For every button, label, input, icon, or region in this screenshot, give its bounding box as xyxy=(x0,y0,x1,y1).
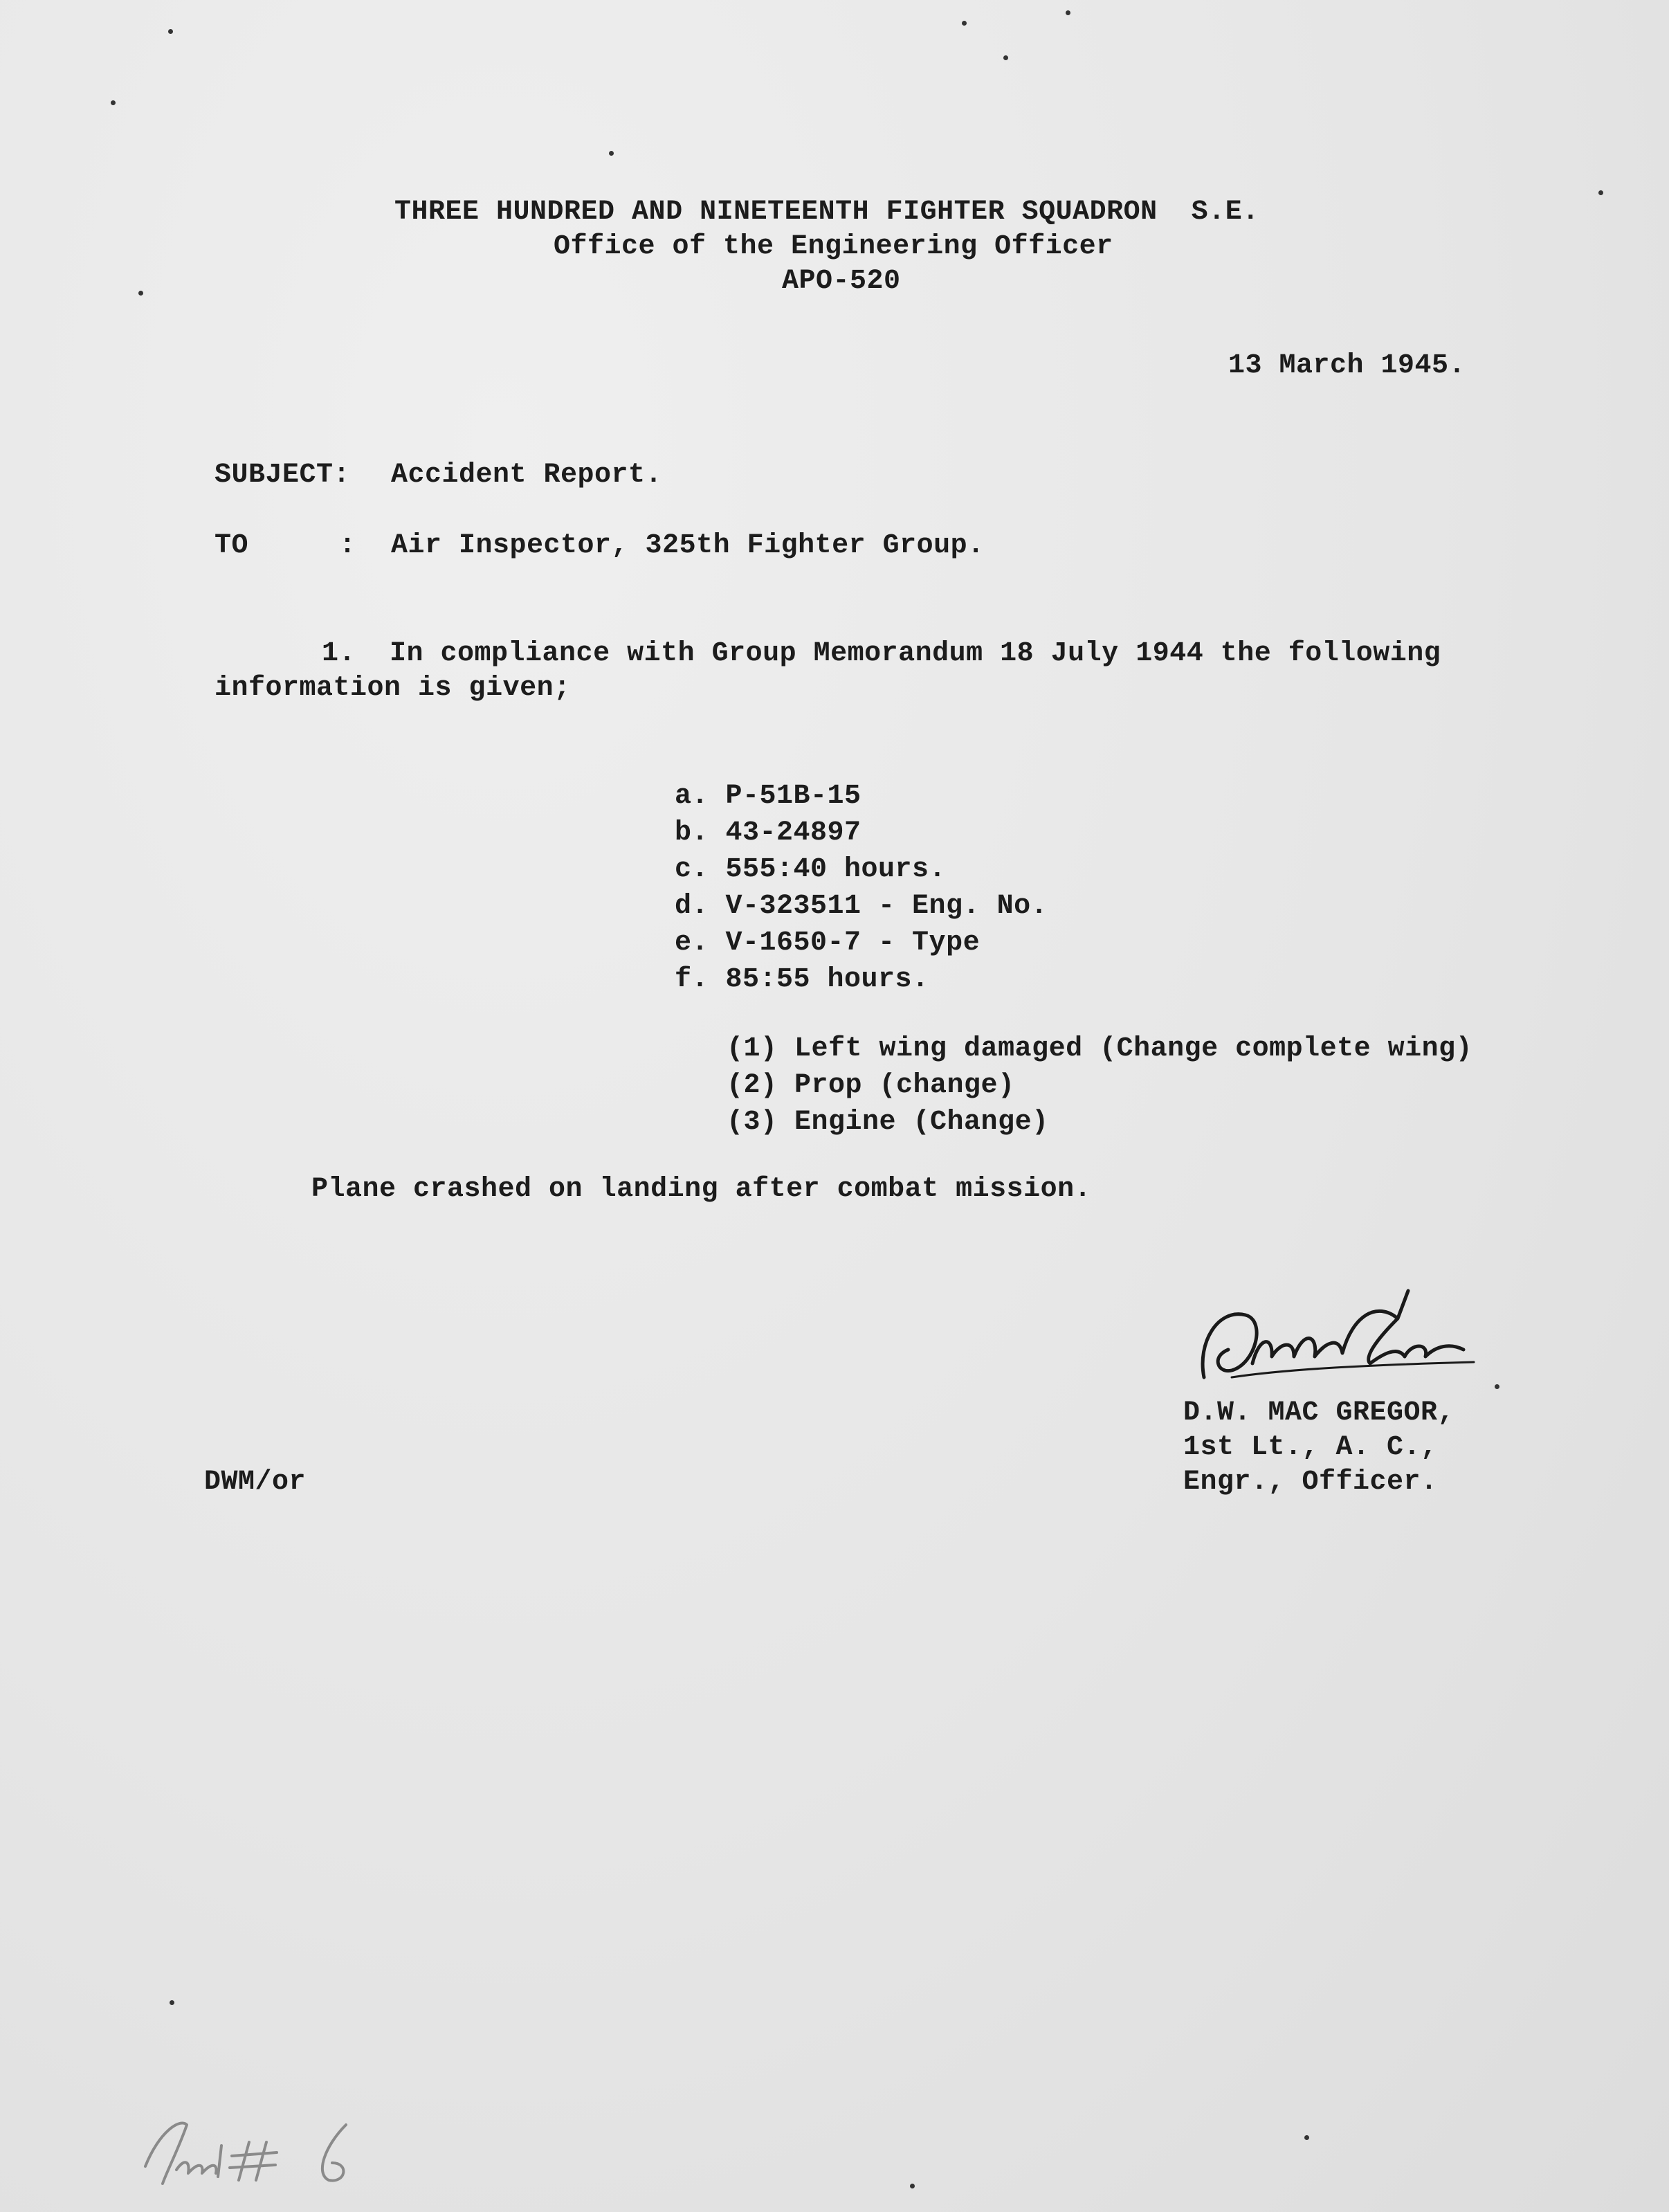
dust-speck xyxy=(1495,1384,1499,1389)
letterhead-office: Office of the Engineering Officer xyxy=(554,231,1113,262)
letterhead-apo: APO-520 xyxy=(782,266,901,297)
subject-value: Accident Report. xyxy=(391,460,663,491)
dust-speck xyxy=(170,2000,174,2005)
to-label: TO xyxy=(215,530,249,561)
list-item: b. 43-24897 xyxy=(675,817,861,849)
subject-label: SUBJECT: xyxy=(215,460,351,491)
paragraph-line-2: information is given; xyxy=(215,673,571,704)
to-value: Air Inspector, 325th Fighter Group. xyxy=(391,530,985,561)
list-item: f. 85:55 hours. xyxy=(675,964,929,995)
dust-speck xyxy=(1598,190,1603,195)
date: 13 March 1945. xyxy=(1228,350,1466,381)
signature xyxy=(1190,1287,1481,1391)
sub-list-item: (1) Left wing damaged (Change complete wing) xyxy=(727,1033,1473,1064)
signer-name: D.W. MAC GREGOR, xyxy=(1183,1397,1455,1429)
sub-list-item: (2) Prop (change) xyxy=(727,1070,1015,1101)
dust-speck xyxy=(609,151,614,156)
list-item: c. 555:40 hours. xyxy=(675,854,947,885)
dust-speck xyxy=(1066,10,1070,15)
dust-speck xyxy=(910,2184,915,2188)
dust-speck xyxy=(1304,2135,1309,2140)
letterhead-squadron: THREE HUNDRED AND NINETEENTH FIGHTER SQUADRON S.E. xyxy=(394,197,1259,228)
sub-list-item: (3) Engine (Change) xyxy=(727,1107,1049,1138)
list-item: a. P-51B-15 xyxy=(675,781,861,812)
handwritten-note xyxy=(138,2104,415,2194)
dust-speck xyxy=(168,29,173,34)
crash-statement: Plane crashed on landing after combat mission. xyxy=(311,1174,1092,1205)
list-item: d. V-323511 - Eng. No. xyxy=(675,891,1048,922)
signer-rank: 1st Lt., A. C., xyxy=(1183,1432,1438,1463)
to-colon: : xyxy=(339,530,356,561)
reference-initials: DWM/or xyxy=(204,1467,307,1498)
dust-speck xyxy=(1003,55,1008,60)
dust-speck xyxy=(111,100,116,105)
dust-speck xyxy=(138,291,143,296)
paragraph-line-1: 1. In compliance with Group Memorandum 18 July 1944 the following xyxy=(322,638,1441,669)
signer-title: Engr., Officer. xyxy=(1183,1467,1438,1498)
list-item: e. V-1650-7 - Type xyxy=(675,927,981,959)
dust-speck xyxy=(962,21,967,26)
